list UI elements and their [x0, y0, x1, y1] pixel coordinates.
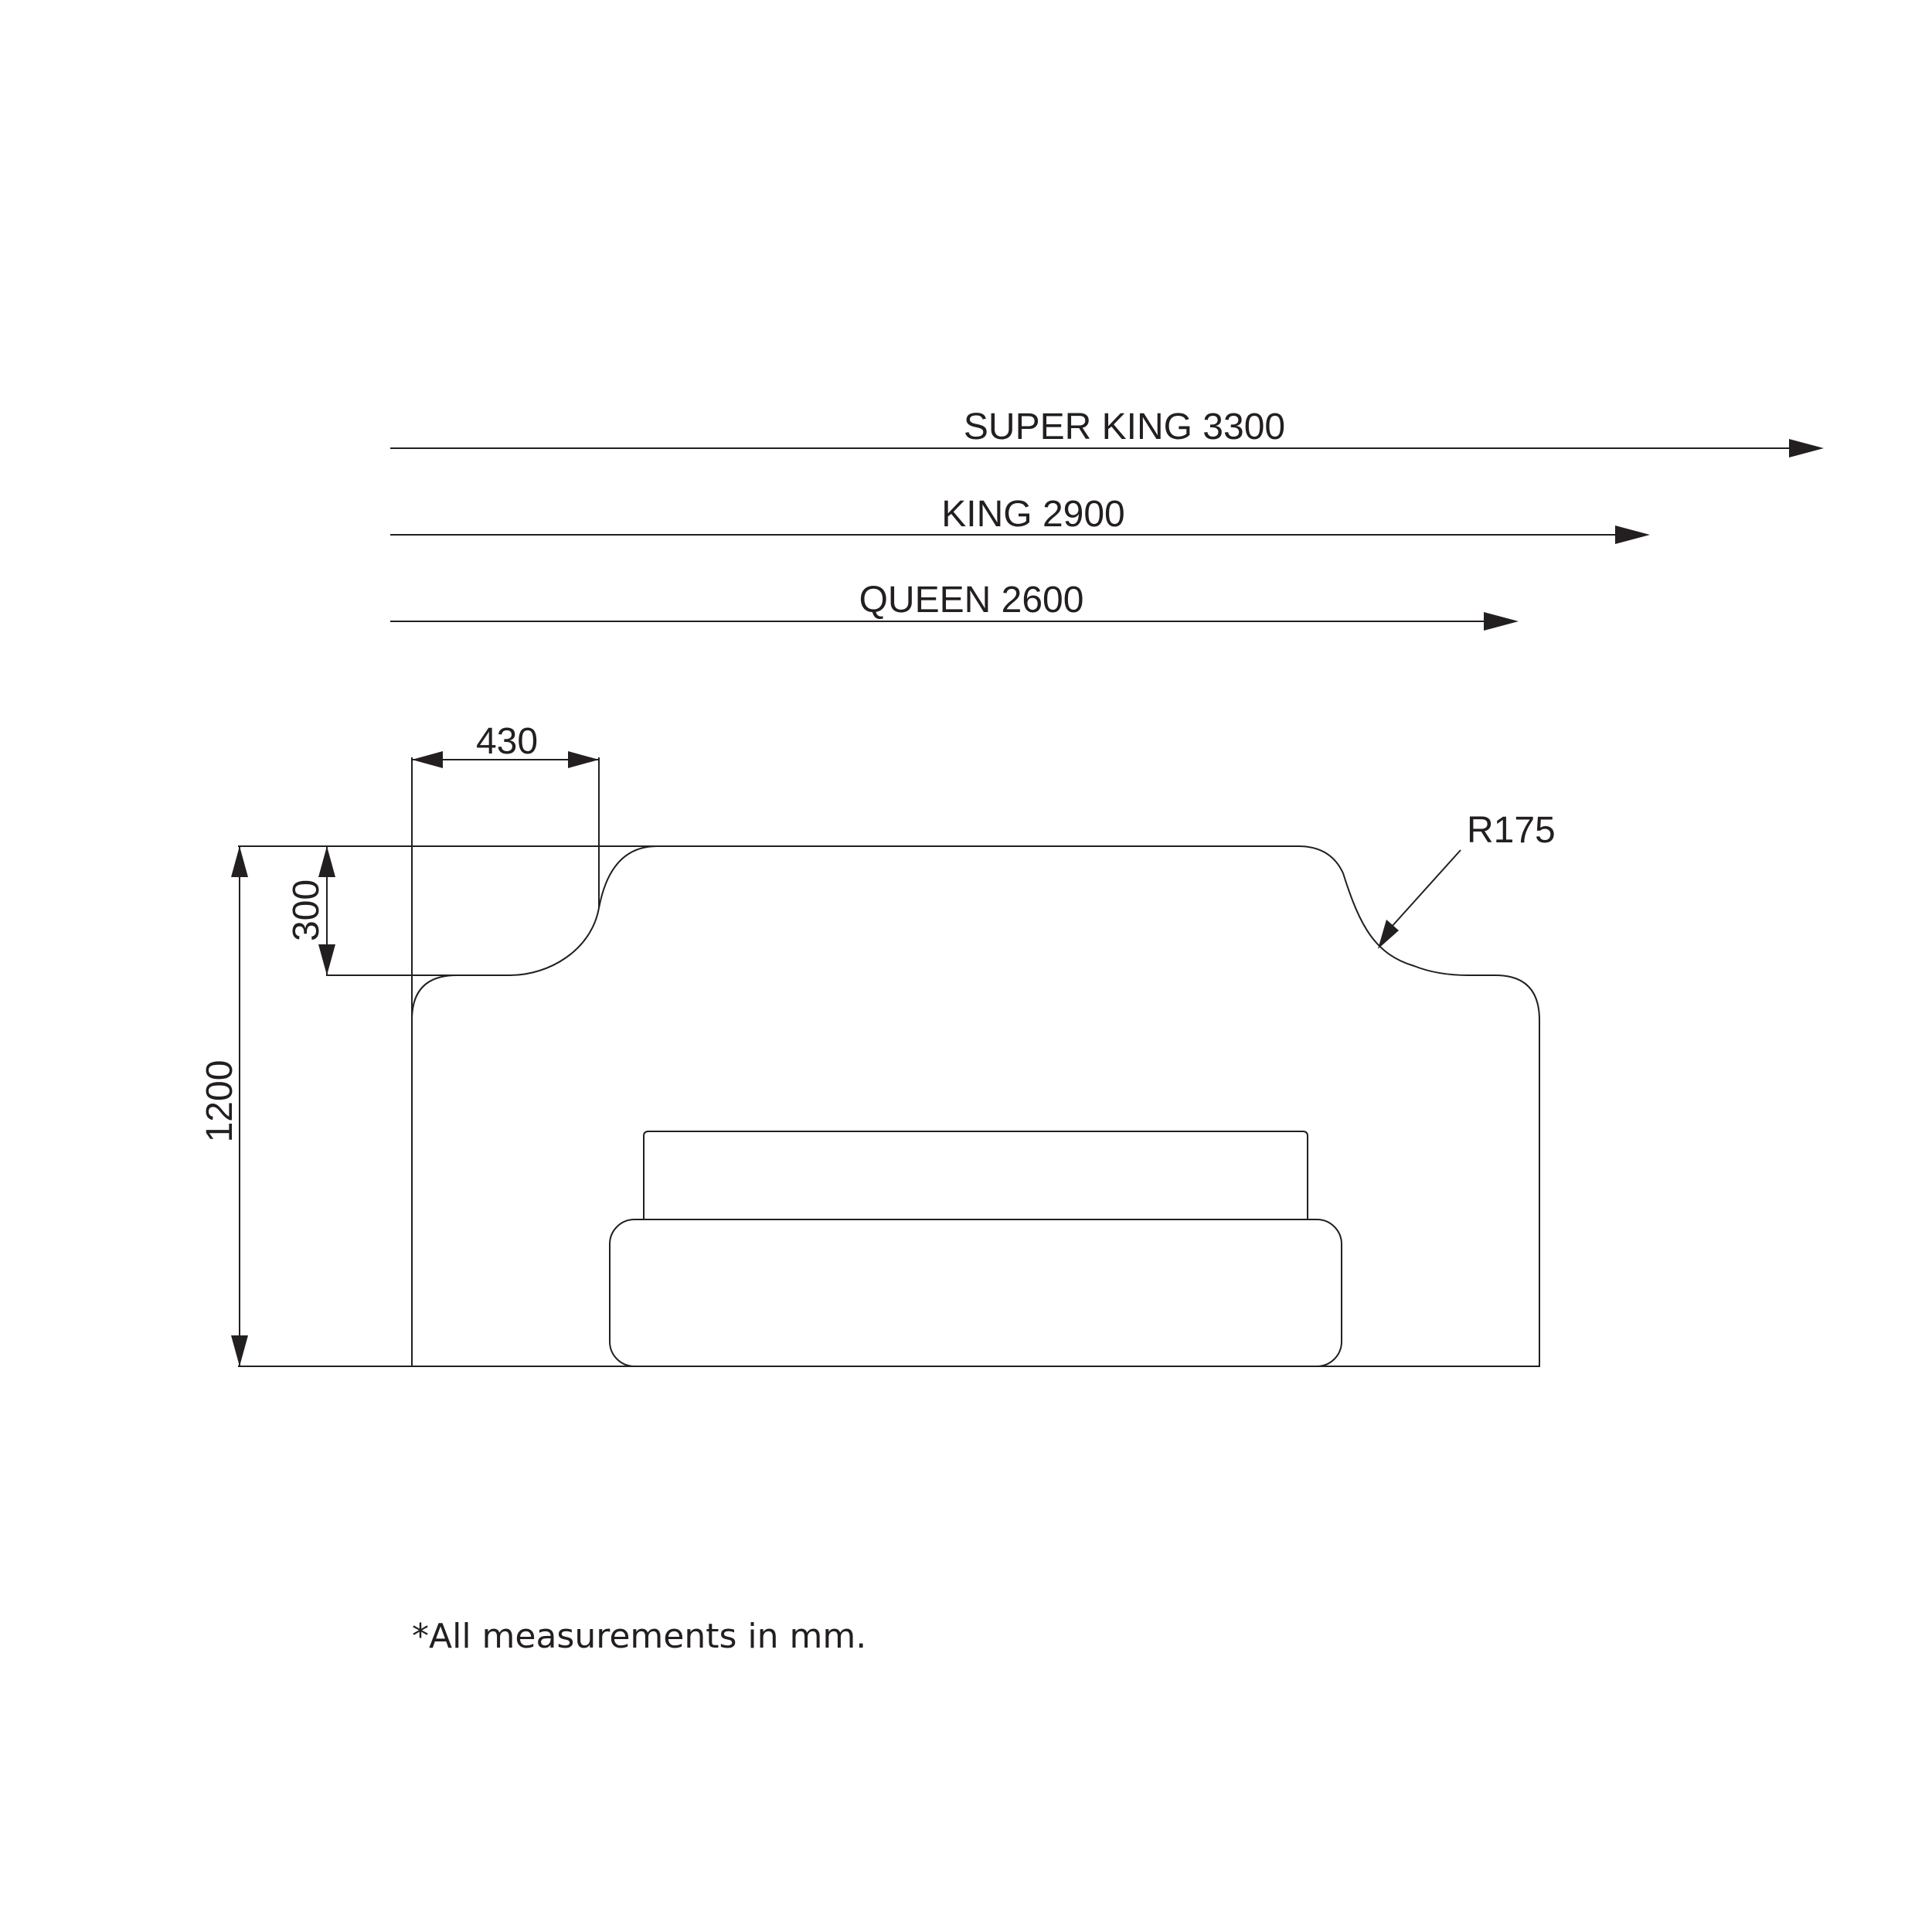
- bed-base-outline: [610, 1219, 1342, 1366]
- total-height-dimension: [199, 846, 657, 1366]
- total-height-label: 1200: [199, 1060, 240, 1143]
- headboard-outline: [412, 846, 1539, 1366]
- radius-label: R175: [1467, 810, 1556, 851]
- super-king-width-dimension: [390, 406, 1824, 457]
- super-king-label: SUPER KING 3300: [963, 406, 1286, 447]
- measurement-note: *All measurements in mm.: [412, 1617, 867, 1656]
- step-height-label: 300: [286, 879, 327, 942]
- queen-width-dimension: [390, 580, 1519, 631]
- radius-callout: [1378, 810, 1556, 949]
- mattress-outline: [644, 1131, 1308, 1219]
- king-label: KING 2900: [941, 494, 1125, 535]
- side-width-label: 430: [475, 721, 539, 762]
- king-width-dimension: [390, 494, 1650, 544]
- side-width-dimension: [412, 721, 599, 1366]
- queen-label: QUEEN 2600: [859, 580, 1084, 621]
- step-height-dimension: [286, 846, 510, 975]
